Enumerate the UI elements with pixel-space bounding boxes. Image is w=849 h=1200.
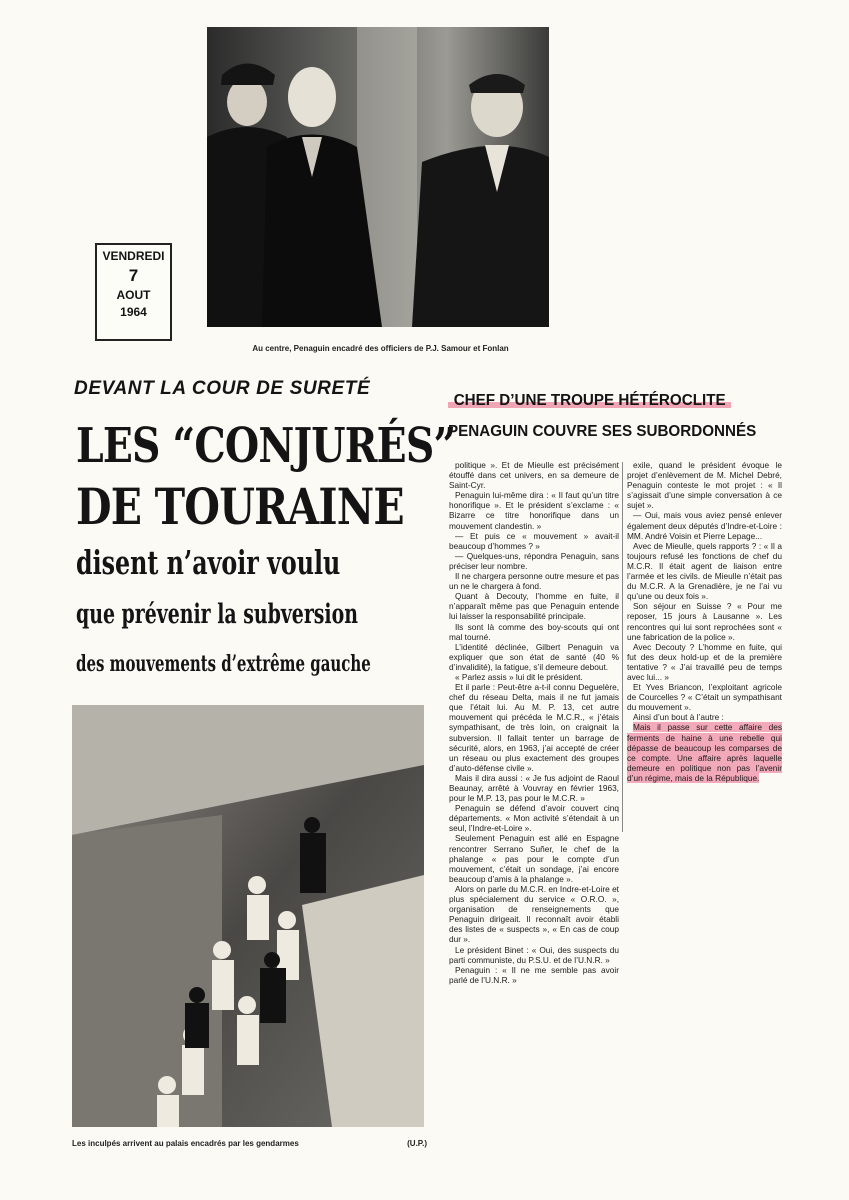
paragraph: — Quelques-uns, répondra Penaguin, sans préciser leur nombre. [449, 550, 619, 571]
paragraph: Il ne chargera personne outre mesure et pas un ne le chargera à fond. [449, 571, 619, 592]
paragraph: Avec de Mieulle, quels rapports ? : « Il a toujours refusé les fonctions de chef du M.C.R. Il était agent de liaison entre l’armée et les civils. de Mieulle n’était pas du M.C.R. A la Grenadière, je ne l’ai vu qu’une ou deux fois ». [627, 540, 782, 602]
column-divider [622, 462, 623, 832]
paragraph: Et il parle : Peut-être a-t-il connu Deguelère, chef du réseau Delta, mais il ne fut jamais que l’était lui. Au M. P. 13, cet autre mouvement qui précéda le M.C.R., « j’étais sympathisant, de très loin, on craignait la subversion. Il fallait tenter un barrage de sécurité, alors, en 1963, j’ai accepté de créer un réseau ou plus exactement des groupes d’auto-défense civile ». [449, 682, 619, 773]
headline-line-2: DE TOURAINE [76, 477, 404, 536]
date-year: 1964 [120, 305, 147, 319]
photo-bottom-caption: Les inculpés arrivent au palais encadrés par les gendarmes [72, 1139, 299, 1148]
paragraph: Ils sont là comme des boy-scouts qui ont mal tourné. [449, 621, 619, 642]
paragraph: exile, quand le président évoque le projet d’enlèvement de M. Michel Debré, Penaguin conteste le mot projet : « Il s’agissait d’une simple conversation à ce sujet ». [627, 460, 782, 511]
headline-line-5: des mouvements d’extrême gauche [76, 651, 371, 677]
paragraph: Quant à Decouty, l’homme en fuite, il n’apparaît même pas que Penaguin entende lui laisser la responsabilité principale. [449, 591, 619, 622]
kicker: DEVANT LA COUR DE SURETÉ [74, 378, 371, 399]
paragraph: L’identité déclinée, Gilbert Penaguin va expliquer que son état de santé (40 % d’invalidité), la fatigue, s’il demeure debout. [449, 641, 619, 672]
paragraph: — Oui, mais vous aviez pensé enlever également deux députés d’Indre-et-Loire : MM. André Voisin et Pierre Lepage... [627, 510, 782, 541]
article-column-1 [449, 460, 619, 985]
article-column-2 [627, 460, 782, 783]
paragraph: Ainsi d’un bout à l’autre : [633, 712, 724, 723]
paragraph: Et Yves Briancon, l’exploitant agricole de Courcelles ? « C’était un sympathisant du mouvement ». [627, 682, 782, 713]
photo-gendarmes-escort [72, 705, 424, 1127]
photo-officers-escort [207, 27, 549, 327]
paragraph: Seulement Penaguin est allé en Espagne rencontrer Serrano Suñer, le chef de la phalange « pas pour le compte d’un mouvement, c’était un sondage, j’ai encore beaucoup d’amis à la phalange ». [449, 833, 619, 884]
date-month: AOUT [116, 288, 151, 302]
paragraph: politique ». Et de Mieulle est précisément étouffé dans cet univers, en sa demeure de Saint-Cyr. [449, 460, 619, 491]
paragraph: Le président Binet : « Oui, des suspects du parti communiste, du P.S.U. et de l’U.N.R. » [449, 944, 619, 965]
paragraph: — Et puis ce « mouvement » avait-il beaucoup d’hommes ? » [449, 530, 619, 551]
photo-credit: (U.P.) [407, 1139, 427, 1148]
subhead-line-2: PENAGUIN COUVRE SES SUBORDONNÉS [448, 423, 757, 440]
photo-top-caption: Au centre, Penaguin encadré des officiers de P.J. Samour et Fonlan [252, 344, 509, 353]
headline-line-3: disent n’avoir voulu [76, 543, 341, 582]
date-day: 7 [128, 266, 139, 285]
date-weekday: VENDREDI [102, 249, 165, 263]
paragraph: Avec Decouty ? L’homme en fuite, qui fut des deux hold-up et de la première tentative ? « J’ai travaillé peu de temps avec lui... » [627, 641, 782, 682]
subhead-line-1: CHEF D’UNE TROUPE HÉTÉROCLITE [448, 392, 731, 410]
headline-line-4: que prévenir la subversion [76, 599, 358, 630]
paragraph [627, 722, 782, 783]
date-box [95, 243, 172, 341]
paragraph: « Parlez assis » lui dit le président. [455, 671, 583, 682]
paragraph: Son séjour en Suisse ? « Pour me reposer, 15 jours à Lausanne ». Les rencontres qui lui sont reprochées sont « une fabrication de la police ». [627, 601, 782, 642]
paragraph: Penaguin : « Il ne me semble pas avoir parlé de l’U.N.R. » [449, 964, 619, 985]
headline-line-1: LES “CONJURÉS” [76, 418, 456, 474]
photo-bottom-caption-row [72, 1139, 427, 1148]
paragraph: Alors on parle du M.C.R. en Indre-et-Loire et plus spécialement du service « O.R.O. », organisation de renseignements que Penaguin dirigeait. Il reconnaît avoir établi des listes de « suspects », « En cas de coup dur ». [449, 883, 619, 945]
highlighted-paragraph: Mais il passe sur cette affaire des ferments de haine à une rebelle qui dépasse de beaucoup les comparses de ce compte. Une affaire après laquelle demeure en politique non pas l’avenir d’un régime, mais de la République. [627, 722, 782, 783]
paragraph: Mais il dira aussi : « Je fus adjoint de Raoul Beaunay, arrêté à Vouvray en février 1963, pour le M.P. 13, pas pour le M.C.R. » [449, 772, 619, 804]
paragraph: Penaguin lui-même dira : « Il faut qu’un titre honorifique ». Et le président s’exclame : « Bizarre ce titre honorifique dans un mouvement clandestin. » [449, 490, 619, 531]
paragraph: Penaguin se défend d’avoir couvert cinq départements. « Mon activité s’étendait à un seul, l’Indre-et-Loire ». [449, 803, 619, 834]
